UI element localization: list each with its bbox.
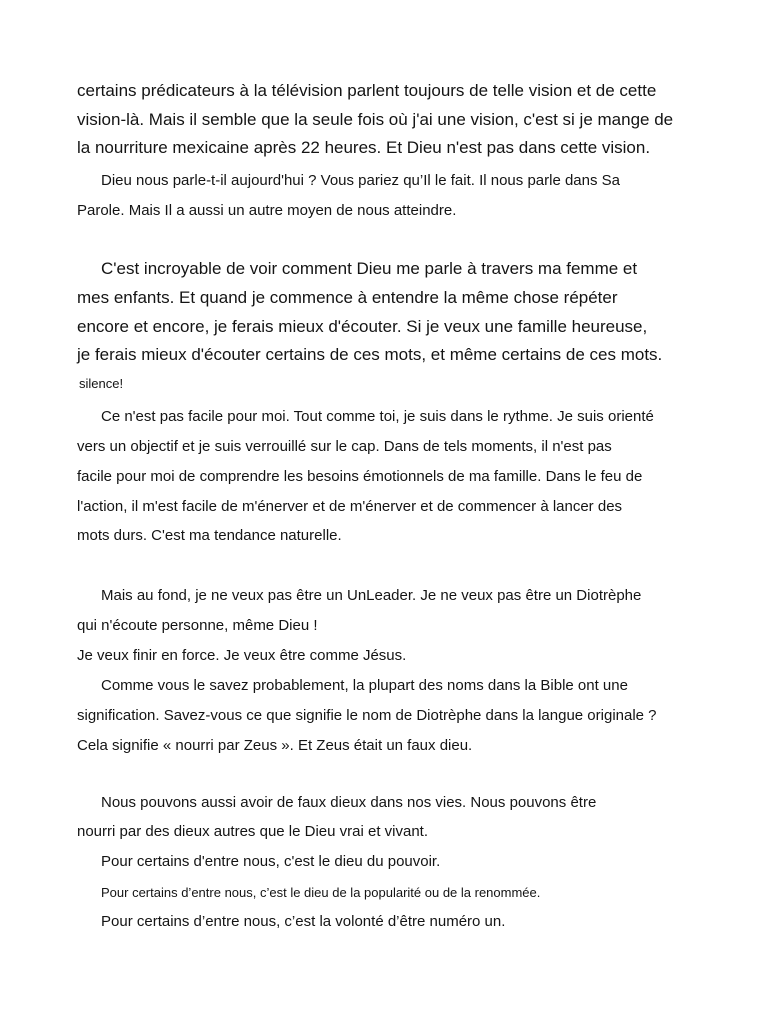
text-line: certains prédicateurs à la télévision parlent toujours de telle vision et de cette [77, 81, 657, 100]
text-line: Parole. Mais Il a aussi un autre moyen de nous atteindre. [77, 202, 457, 219]
text-line: mots durs. C'est ma tendance naturelle. [77, 527, 342, 544]
text-line: encore et encore, je ferais mieux d'écouter. Si je veux une famille heureuse, [77, 317, 648, 336]
text-line: qui n'écoute personne, même Dieu ! [77, 617, 318, 634]
text-line: la nourriture mexicaine après 22 heures. Et Dieu n'est pas dans cette vision. [77, 138, 651, 157]
text-line: Cela signifie « nourri par Zeus ». Et Zeus était un faux dieu. [77, 737, 473, 754]
text-line: vers un objectif et je suis verrouillé sur le cap. Dans de tels moments, il n'est pas [77, 438, 612, 455]
text-line: l'action, il m'est facile de m'énerver et de m'énerver et de commencer à lancer des [77, 498, 623, 515]
text-line: Je veux finir en force. Je veux être comme Jésus. [77, 647, 407, 664]
text-line: Pour certains d’entre nous, c’est le dieu de la popularité ou de la renommée. [101, 885, 541, 900]
text-line: Dieu nous parle-t-il aujourd'hui ? Vous pariez qu’Il le fait. Il nous parle dans Sa [101, 172, 621, 189]
text-line: silence! [79, 376, 124, 391]
text-line: nourri par des dieux autres que le Dieu vrai et vivant. [77, 823, 429, 840]
text-line: Pour certains d’entre nous, c’est la volonté d’être numéro un. [101, 913, 506, 930]
text-line: Pour certains d'entre nous, c'est le dieu du pouvoir. [101, 853, 441, 870]
text-line: C'est incroyable de voir comment Dieu me parle à travers ma femme et [101, 259, 638, 278]
text-line: vision-là. Mais il semble que la seule fois où j'ai une vision, c'est si je mange de [77, 110, 674, 129]
text-line: Comme vous le savez probablement, la plupart des noms dans la Bible ont une [101, 677, 628, 694]
text-line: je ferais mieux d'écouter certains de ces mots, et même certains de ces mots. [77, 345, 663, 364]
text-line: Mais au fond, je ne veux pas être un UnLeader. Je ne veux pas être un Diotrèphe [101, 587, 642, 604]
text-line: Nous pouvons aussi avoir de faux dieux dans nos vies. Nous pouvons être [101, 794, 597, 811]
text-line: mes enfants. Et quand je commence à entendre la même chose répéter [77, 288, 618, 307]
text-line: signification. Savez-vous ce que signifie le nom de Diotrèphe dans la langue originale ? [77, 707, 657, 724]
text-line: facile pour moi de comprendre les besoins émotionnels de ma famille. Dans le feu de [77, 468, 643, 485]
text-line: Ce n'est pas facile pour moi. Tout comme toi, je suis dans le rythme. Je suis orienté [101, 408, 654, 425]
